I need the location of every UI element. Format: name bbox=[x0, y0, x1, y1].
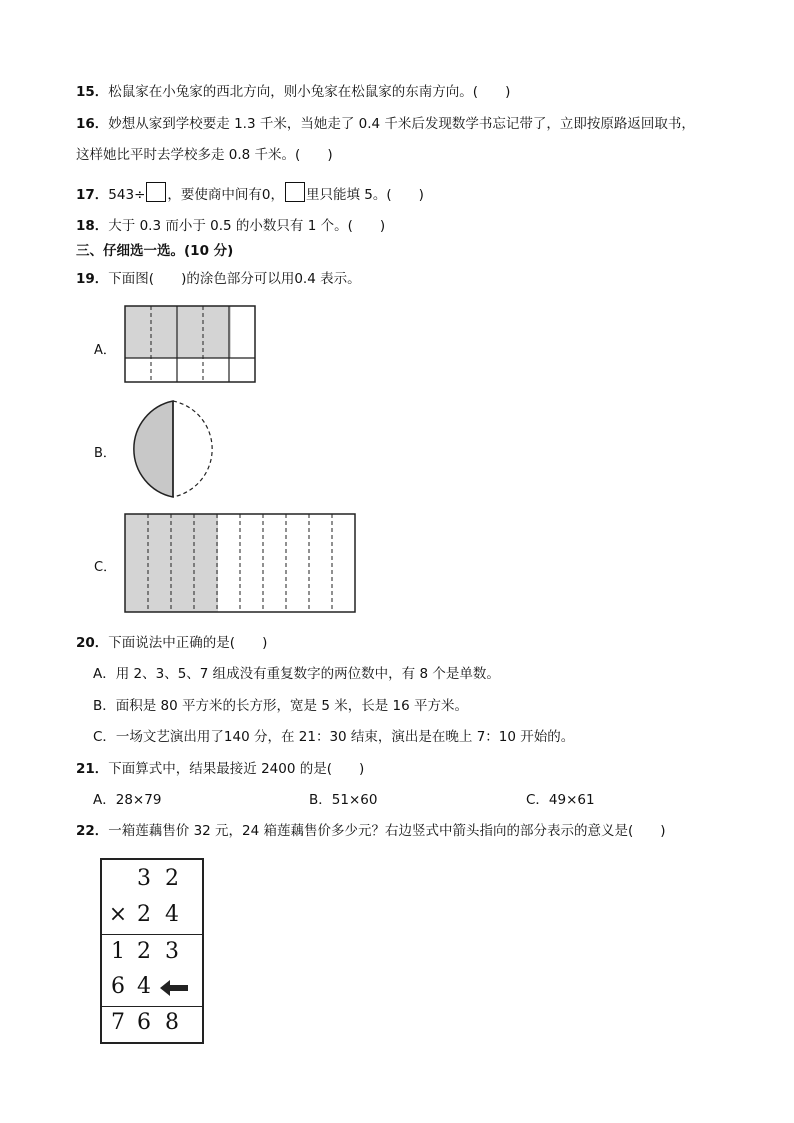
question-text: 妙想从家到学校要走 1.3 千米，当她走了 0.4 千米后发现数学书忘记带了，立即按原路返回取书， bbox=[108, 116, 695, 132]
calc-row-product bbox=[102, 1008, 202, 1042]
question-text-middle: ，要使商中间有0， bbox=[167, 187, 284, 203]
digit: 2 bbox=[137, 939, 151, 964]
option-c-label: C． bbox=[94, 560, 117, 575]
calc-row-multiplicand bbox=[102, 864, 202, 898]
digit: 1 bbox=[111, 939, 125, 964]
calc-divider bbox=[102, 1006, 202, 1007]
times-sign: × bbox=[108, 902, 128, 927]
section-title: 三、仔细选一选。(10 分) bbox=[76, 243, 234, 259]
question-text-suffix: 里只能填 5。( ) bbox=[305, 187, 424, 203]
question-number: 22． bbox=[76, 823, 109, 839]
question-16 bbox=[76, 114, 695, 134]
digit: 4 bbox=[137, 974, 151, 999]
digit: 6 bbox=[137, 1010, 151, 1035]
digit: 3 bbox=[137, 866, 151, 891]
question-17 bbox=[76, 182, 424, 205]
question-21-option-a: A．28×79 bbox=[93, 792, 162, 808]
question-text: 松鼠家在小兔家的西北方向，则小兔家在松鼠家的东南方向。( ) bbox=[108, 84, 511, 100]
question-18 bbox=[76, 216, 385, 236]
question-number: 17． bbox=[76, 187, 109, 203]
left-arrow-icon bbox=[160, 979, 190, 997]
digit: 4 bbox=[165, 902, 179, 927]
figure-option-c bbox=[122, 511, 358, 615]
question-19 bbox=[76, 269, 361, 289]
vertical-multiplication bbox=[100, 858, 204, 1044]
digit: 2 bbox=[165, 866, 179, 891]
digit: 8 bbox=[165, 1010, 179, 1035]
dashed-half-circle bbox=[173, 401, 212, 497]
digit: 2 bbox=[137, 902, 151, 927]
question-number: 20． bbox=[76, 635, 109, 651]
question-20-option-b: B．面积是 80 平方米的长方形，宽是 5 米，长是 16 平方米。 bbox=[93, 698, 468, 714]
question-20-option-a: A．用 2、3、5、7 组成没有重复数字的两位数中，有 8 个是单数。 bbox=[93, 666, 500, 682]
digit: 7 bbox=[111, 1010, 125, 1035]
question-15 bbox=[76, 82, 510, 102]
digit: 3 bbox=[165, 939, 179, 964]
question-number: 18． bbox=[76, 218, 109, 234]
shaded-half-circle bbox=[134, 401, 173, 497]
question-number: 15． bbox=[76, 84, 109, 100]
digit: 6 bbox=[111, 974, 125, 999]
question-number: 16． bbox=[76, 116, 109, 132]
question-text: 下面算式中，结果最接近 2400 的是( ) bbox=[108, 761, 365, 777]
figure-option-b bbox=[120, 398, 230, 502]
blank-box bbox=[285, 182, 305, 202]
question-20 bbox=[76, 633, 267, 653]
question-21 bbox=[76, 759, 364, 779]
calc-row-partial-1 bbox=[102, 937, 202, 971]
question-text-prefix: 543÷ bbox=[108, 187, 146, 203]
question-number: 21． bbox=[76, 761, 109, 777]
question-text: 下面说法中正确的是( ) bbox=[108, 635, 268, 651]
option-b-label: B． bbox=[94, 446, 116, 461]
question-21-option-b: B．51×60 bbox=[309, 792, 378, 808]
question-text: 一箱莲藕售价 32 元，24 箱莲藕售价多少元？右边竖式中箭头指向的部分表示的意义是( ) bbox=[108, 823, 666, 839]
option-a-label: A． bbox=[94, 343, 116, 358]
question-22 bbox=[76, 821, 666, 841]
question-21-option-c: C．49×61 bbox=[526, 792, 595, 808]
question-16-line2: 这样她比平时去学校多走 0.8 千米。( ) bbox=[76, 147, 333, 163]
shaded-region bbox=[125, 306, 231, 358]
blank-box bbox=[146, 182, 166, 202]
question-text: 下面图( )的涂色部分可以用0.4 表示。 bbox=[108, 271, 361, 287]
figure-option-a bbox=[122, 304, 258, 384]
question-number: 19． bbox=[76, 271, 109, 287]
calc-row-multiplier bbox=[102, 900, 202, 934]
question-text: 大于 0.3 而小于 0.5 的小数只有 1 个。( ) bbox=[108, 218, 386, 234]
question-20-option-c: C．一场文艺演出用了140 分，在 21：30 结束，演出是在晚上 7：10 开始的。 bbox=[93, 729, 575, 745]
calc-divider bbox=[102, 934, 202, 935]
